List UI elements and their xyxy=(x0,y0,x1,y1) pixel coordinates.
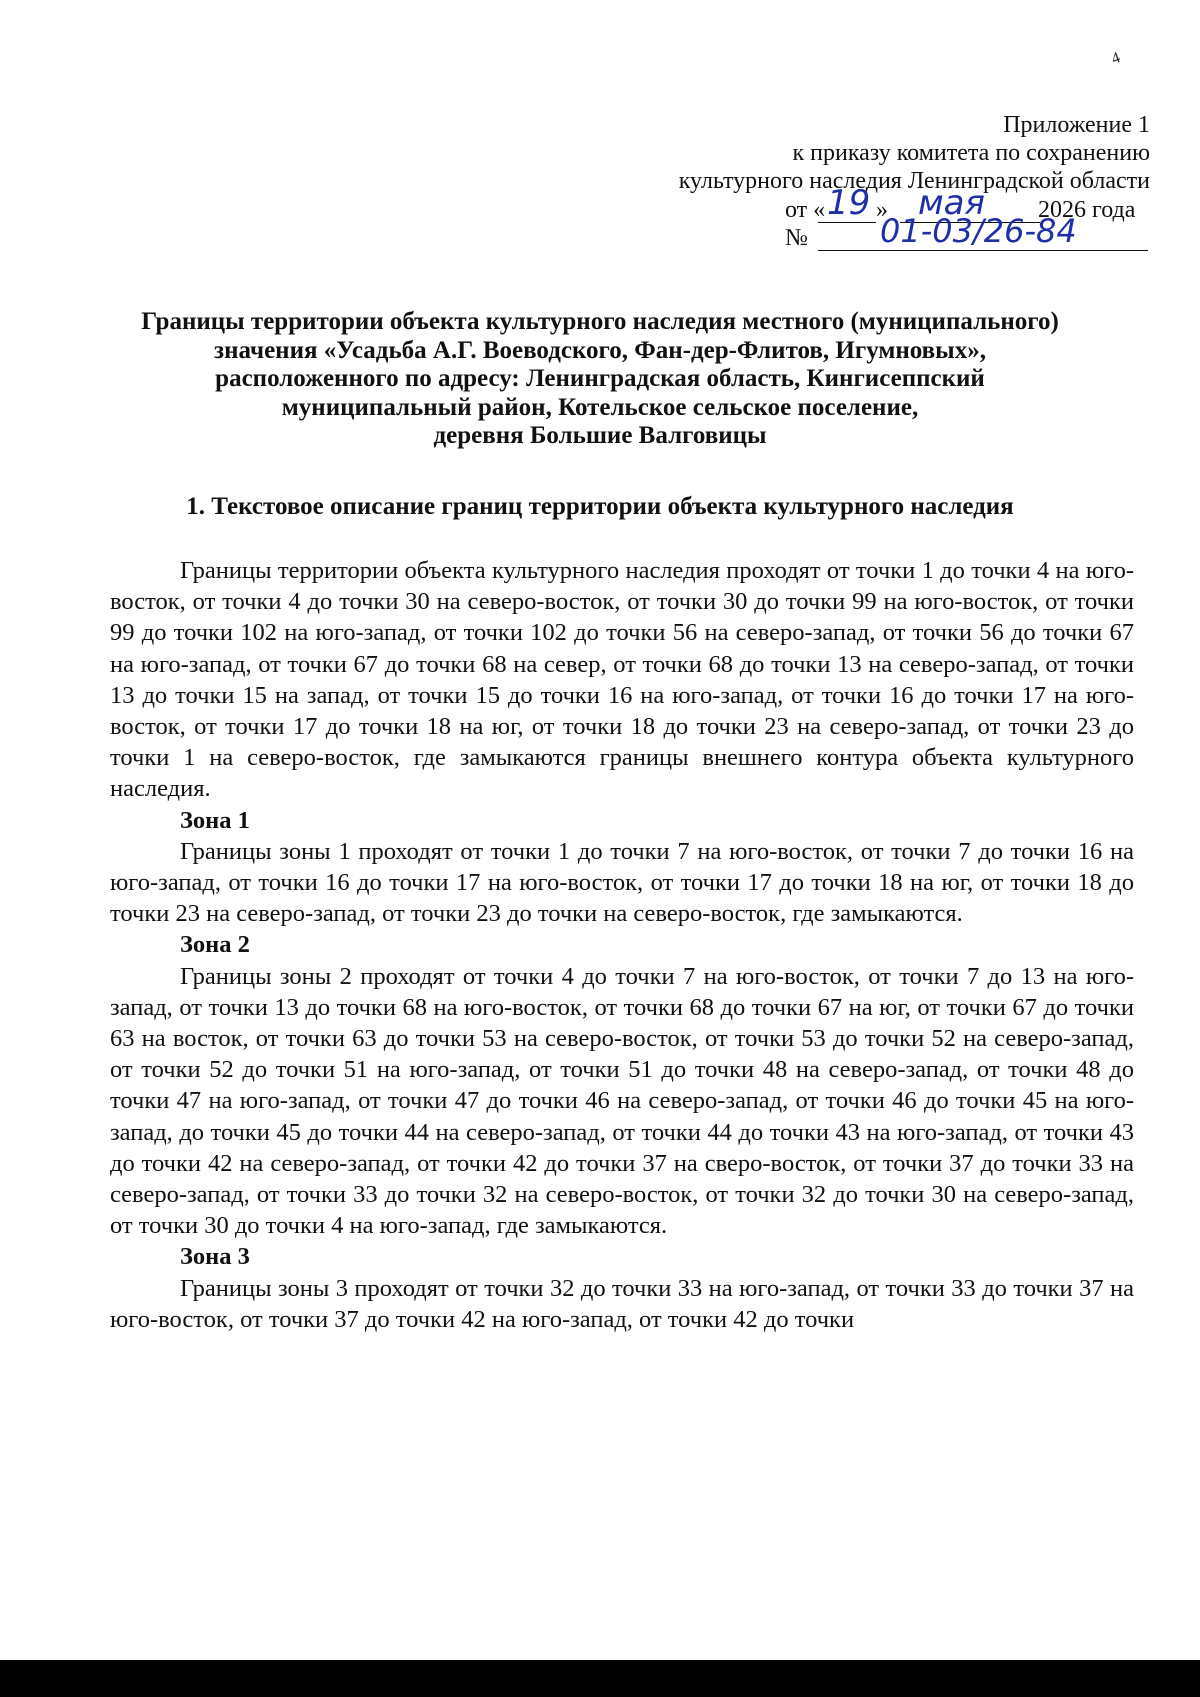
section-heading: 1. Текстовое описание границ территории объекта культурного наследия xyxy=(186,493,1014,520)
zone-1-description: Границы зоны 1 проходят от точки 1 до точки 7 на юго-восток, от точки 7 до точки 16 на юго-запад, от точки 16 до точки 17 на юго-восток, от точки 17 до точки 18 на юг, от точки 18 до точки 23 на северо-запад, от точки 23 до точки на северо-восток, где замыкаются. xyxy=(110,837,1134,928)
number-prefix: № xyxy=(785,225,808,251)
title-line: значения «Усадьба А.Г. Воеводского, Фан-дер-Флитов, Игумновых», xyxy=(214,336,986,364)
date-year-suffix: 2026 года xyxy=(1038,197,1136,223)
document-title xyxy=(100,308,1100,451)
zone-3-description: Границы зоны 3 проходят от точки 32 до точки 33 на юго-запад, от точки 33 до точки 37 на юго-восток, от точки 37 до точки 42 на юго-запад, от точки 42 до точки xyxy=(110,1274,1134,1333)
zone-3-heading: Зона 3 xyxy=(180,1243,250,1271)
territory-description: Границы территории объекта культурного наследия проходят от точки 1 до точки 4 на юго-восток, от точки 4 до точки 30 на северо-восток, от точки 30 до точки 99 на юго-восток, от точки 99 до точки 102 на юго-запад, от точки 102 до точки 56 на северо-запад, от точки 56 до точки 67 на юго-запад, от точки 67 до точки 68 на север, от точки 68 до точки 13 на северо-запад, от точки 13 до точки 15 на запад, от точки 15 до точки 16 на юго-запад, от точки 16 до точки 17 на юго-восток, от точки 17 до точки 18 на юг, от точки 18 до точки 23 на северо-запад, от точки 23 до точки 1 на северо-восток, где замыкаются границы внешнего контура объекта культурного наследия. xyxy=(110,557,1134,803)
date-prefix: от « xyxy=(785,197,826,223)
document-body xyxy=(110,555,1134,1335)
handwritten-month: мая xyxy=(918,183,985,223)
scan-bottom-edge xyxy=(0,1660,1200,1697)
appendix-order-reference: к приказу комитета по сохранению xyxy=(792,140,1150,166)
zone-1-heading: Зона 1 xyxy=(180,806,250,834)
appendix-title: Приложение 1 xyxy=(1003,112,1150,138)
handwritten-day: 19 xyxy=(827,183,871,223)
appendix-committee: культурного наследия Ленинградской области xyxy=(678,168,1150,194)
handwritten-number: 01-03/26-84 xyxy=(880,212,1077,250)
title-line: Границы территории объекта культурного наследия местного (муниципального) xyxy=(141,308,1059,335)
zone-2-heading: Зона 2 xyxy=(180,931,250,959)
number-blank xyxy=(818,250,1148,251)
zone-2-description: Границы зоны 2 проходят от точки 4 до точки 7 на юго-восток, от точки 7 до 13 на юго-запад, от точки 13 до точки 68 на юго-восток, от точки 68 до точки 67 на юг, от точки 67 до точки 63 на восток, от точки 63 до точки 53 на северо-восток, от точки 53 до точки 52 на северо-запад, от точки 52 до точки 51 на юго-запад, от точки 51 до точки 48 на северо-запад, от точки 48 до точки 47 на юго-запад, от точки 47 до точки 46 на северо-запад, от точки 46 до точки 45 на юго-запад, до точки 45 до точки 44 на северо-запад, от точки 44 до точки 43 на юго-запад, от точки 43 до точки 42 на северо-запад, от точки 42 до точки 37 на сверо-восток, от точки 37 до точки 33 на северо-запад, от точки 33 до точки 32 на северо-восток, от точки 32 до точки 30 на северо-запад, от точки 30 до точки 4 на юго-запад, где замыкаются. xyxy=(110,962,1134,1240)
page-mark: 4 xyxy=(1109,49,1123,68)
date-mid: » xyxy=(876,197,888,223)
title-line: расположенного по адресу: Ленинградская область, Кингисеппский xyxy=(215,365,985,392)
title-line: деревня Большие Валговицы xyxy=(433,422,767,449)
title-line: муниципальный район, Котельское сельское поселение, xyxy=(281,393,919,421)
